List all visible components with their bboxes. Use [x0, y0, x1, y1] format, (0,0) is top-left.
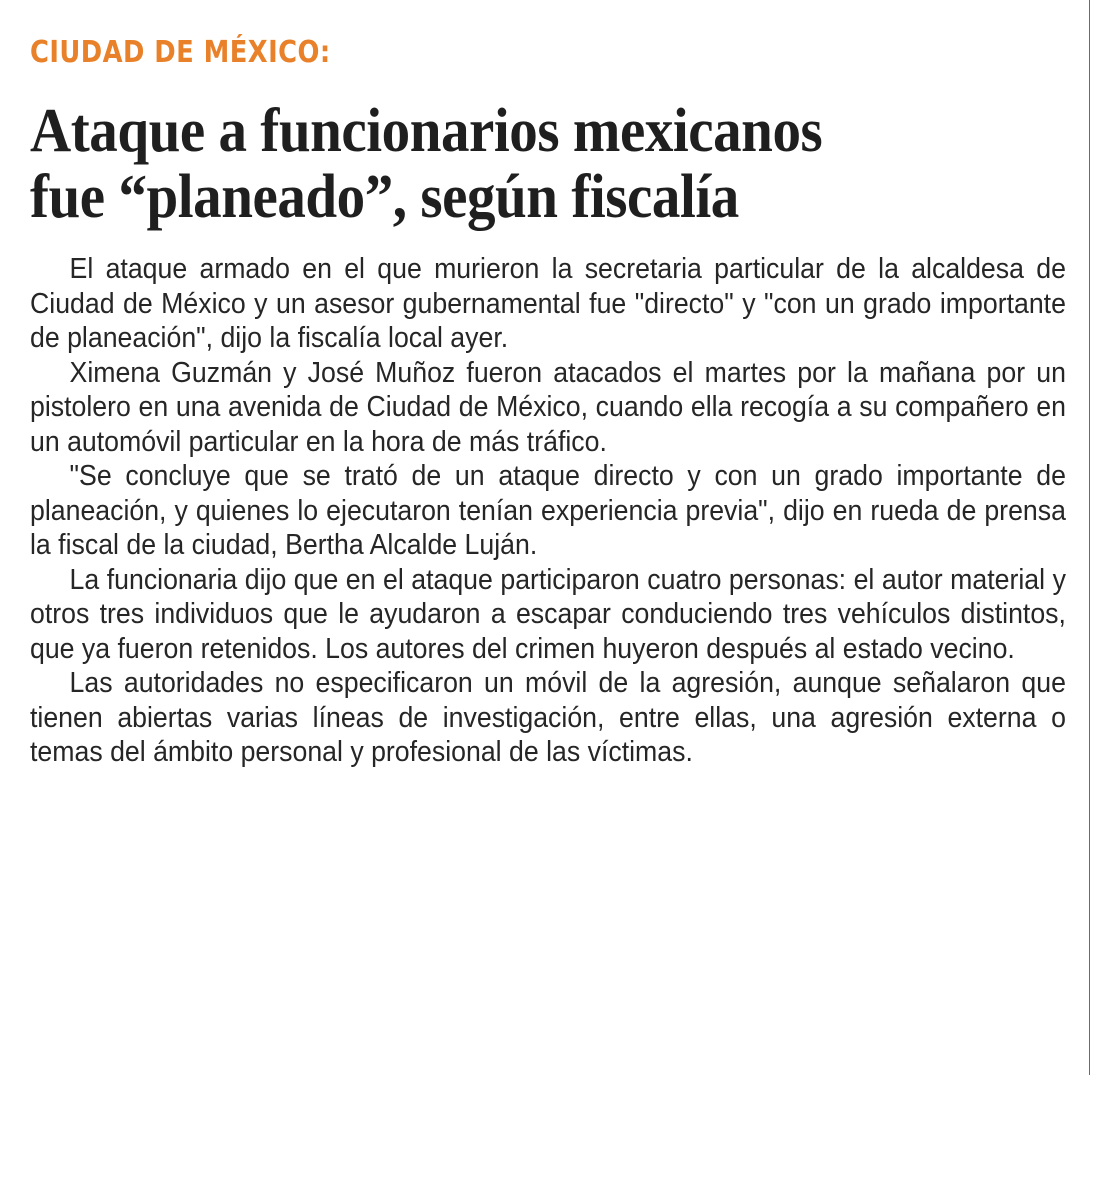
headline-line-1: Ataque a funcionarios mexicanos [30, 97, 823, 165]
body-paragraph-5: Las autoridades no especificaron un móvil de la agresión, aunque señalaron que tienen abiertas varias líneas de investigación, entre ellas, una agresión externa o temas del ámbito personal y profesional de las víctimas. [30, 667, 1066, 768]
column-divider [1089, 0, 1090, 1075]
news-article [30, 36, 1066, 770]
headline [30, 98, 1066, 230]
article-body [30, 252, 1066, 770]
body-paragraph-3: "Se concluye que se trató de un ataque directo y con un grado importante de planeación, y quienes lo ejecutaron tenían experiencia previa", dijo en rueda de prensa la fiscal de la ciudad, Bertha Alcalde Luján. [30, 460, 1066, 561]
headline-line-2: fue “planeado”, según fiscalía [30, 163, 739, 231]
body-paragraph-4: La funcionaria dijo que en el ataque participaron cuatro personas: el autor material y otros tres individuos que le ayudaron a escapar conduciendo tres vehículos distintos, que ya fueron retenidos. Los autores del crimen huyeron después al estado vecino. [30, 563, 1066, 665]
section-kicker: CIUDAD DE MÉXICO: [30, 35, 331, 70]
body-paragraph-1: El ataque armado en el que murieron la secretaria particular de la alcaldesa de Ciudad de México y un asesor gubernamental fue "directo" y "con un grado importante de planeación", dijo la fiscalía local ayer. [30, 253, 1066, 354]
body-paragraph-2: Ximena Guzmán y José Muñoz fueron atacados el martes por la mañana por un pistolero en una avenida de Ciudad de México, cuando ella recogía a su compañero en un automóvil particular en la hora de más tráfico. [30, 356, 1066, 458]
